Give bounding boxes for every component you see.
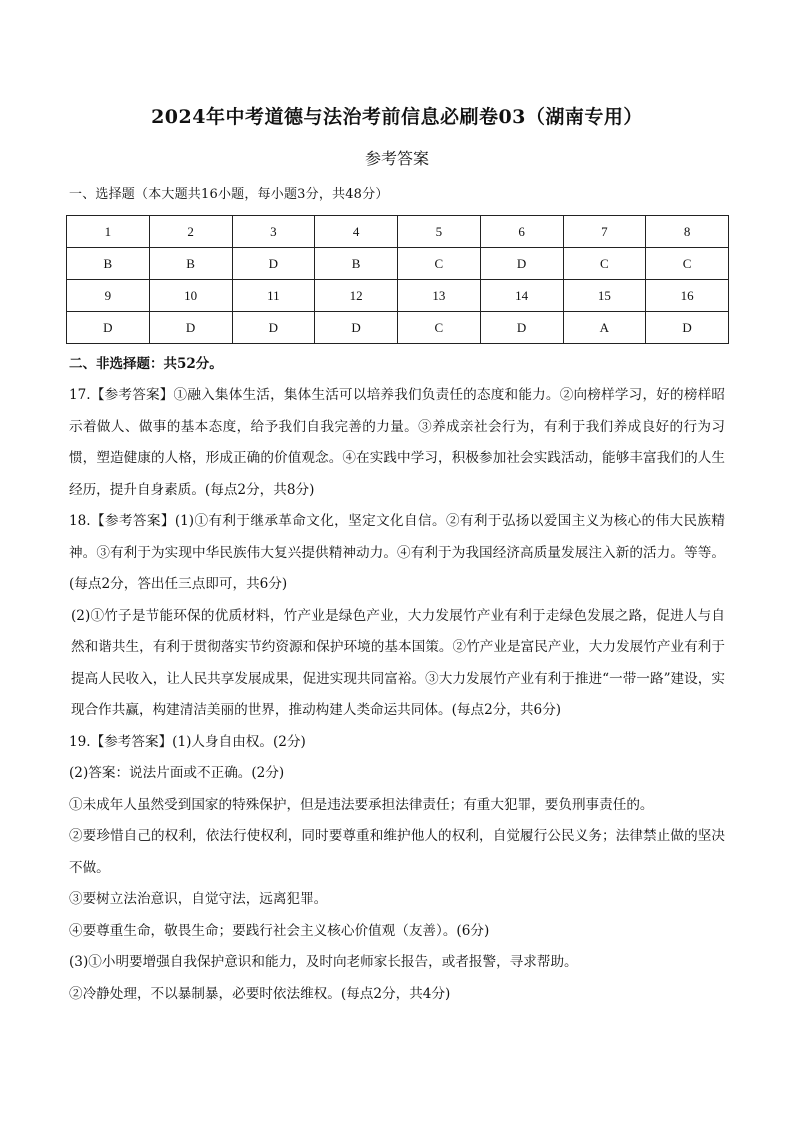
table-cell: C [398, 312, 481, 344]
q19-part2-point: ④要尊重生命，敬畏生命；要践行社会主义核心价值观（友善）。(6分) [69, 922, 490, 939]
table-cell: 8 [646, 216, 729, 248]
table-row [67, 312, 729, 344]
table-cell: 3 [232, 216, 315, 248]
table-cell: 15 [563, 280, 646, 312]
table-cell: 16 [646, 280, 729, 312]
table-row [67, 216, 729, 248]
page-subtitle: 参考答案 [364, 149, 429, 168]
table-cell: C [398, 248, 481, 280]
table-cell: D [480, 248, 563, 280]
table-cell: 7 [563, 216, 646, 248]
q19-part3-point: ②冷静处理，不以暴制暴，必要时依法维权。(每点2分，共4分) [69, 985, 451, 1002]
page-title: 2024年中考道德与法治考前信息必刷卷03（湖南专用） [151, 106, 643, 128]
q17-answer: 17.【参考答案】①融入集体生活，集体生活可以培养我们负责任的态度和能力。②向榜样学习，好的榜样昭示着做人、做事的基本态度，给予我们自我完善的力量。③养成亲社会行为，有利于我们养成良好的行为习惯，塑造健康的人格，形成正确的价值观念。④在实践中学习，积极参加社会实践活动，能够丰富我们的人生经历，提升自身素质。(每点2分，共8分) [69, 387, 725, 498]
table-cell: 10 [149, 280, 232, 312]
table-row [67, 280, 729, 312]
table-cell: C [563, 248, 646, 280]
table-cell: B [149, 248, 232, 280]
table-cell: 6 [480, 216, 563, 248]
table-cell: 12 [315, 280, 398, 312]
table-cell: 4 [315, 216, 398, 248]
table-cell: B [67, 248, 150, 280]
table-row [67, 248, 729, 280]
table-cell: 14 [480, 280, 563, 312]
q19-part1-answer: 19.【参考答案】(1)人身自由权。(2分) [69, 733, 306, 750]
q19-part3-point: (3)①小明要增强自我保护意识和能力，及时向老师家长报告，或者报警，寻求帮助。 [69, 954, 578, 970]
table-cell: 2 [149, 216, 232, 248]
table-cell: A [563, 312, 646, 344]
table-cell: D [149, 312, 232, 344]
table-cell: D [480, 312, 563, 344]
table-cell: D [67, 312, 150, 344]
q19-part2-point: ①未成年人虽然受到国家的特殊保护，但是违法要承担法律责任；有重大犯罪，要负刑事责任的。 [69, 796, 654, 813]
table-cell: D [232, 312, 315, 344]
q19-part2-point: ③要树立法治意识，自觉守法，远离犯罪。 [69, 891, 328, 907]
table-cell: 9 [67, 280, 150, 312]
q18-part1-answer: 18.【参考答案】(1)①有利于继承革命文化，坚定文化自信。②有利于弘扬以爱国主义为核心的伟大民族精神。③有利于为实现中华民族伟大复兴提供精神动力。④有利于为我国经济高质量发展注入新的活力。等等。(每点2分，答出任三点即可，共6分) [69, 513, 725, 592]
table-cell: D [646, 312, 729, 344]
table-cell: 13 [398, 280, 481, 312]
section-two-heading: 二、非选择题：共52分。 [69, 356, 223, 372]
table-cell: 1 [67, 216, 150, 248]
table-cell: B [315, 248, 398, 280]
answer-table [66, 215, 729, 344]
table-cell: 11 [232, 280, 315, 312]
q19-part2-heading: (2)答案：说法片面或不正确。(2分) [69, 765, 285, 781]
answer-body [69, 380, 725, 1010]
table-cell: D [315, 312, 398, 344]
table-cell: 5 [398, 216, 481, 248]
q18-part2-answer: (2)①竹子是节能环保的优质材料，竹产业是绿色产业，大力发展竹产业有利于走绿色发展之路，促进人与自然和谐共生，有利于贯彻落实节约资源和保护环境的基本国策。②竹产业是富民产业，大力发展竹产业有利于提高人民收入，让人民共享发展成果，促进实现共同富裕。③大力发展竹产业有利于推进“一带一路”建设，实现合作共赢，构建清洁美丽的世界，推动构建人类命运共同体。(每点2分，共6分) [71, 607, 725, 718]
table-cell: C [646, 248, 729, 280]
section-one-heading: 一、选择题（本大题共16小题，每小题3分，共48分） [69, 187, 389, 202]
q19-part2-point: ②要珍惜自己的权利，依法行使权利，同时要尊重和维护他人的权利，自觉履行公民义务；法律禁止做的坚决不做。 [69, 828, 725, 876]
table-cell: D [232, 248, 315, 280]
